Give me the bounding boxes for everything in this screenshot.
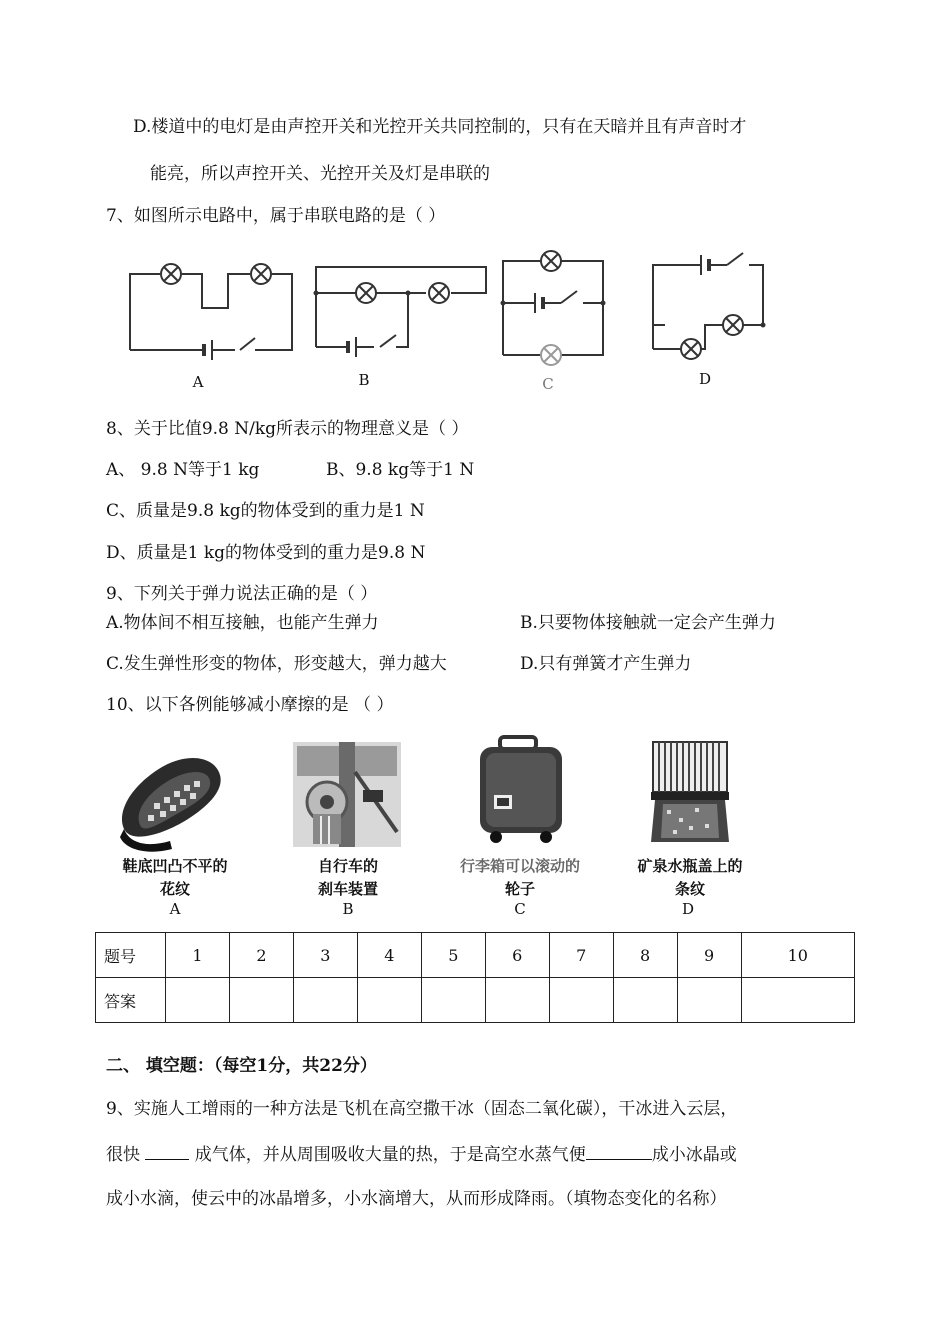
q10-caption-c-line2: 轮子 xyxy=(504,880,535,898)
section2-q9-line1: 9、实施人工增雨的一种方法是飞机在高空撒干冰（固态二氧化碳），干冰进入云层， xyxy=(106,1099,738,1119)
q10-stem: 10、以下各例能够减小摩擦的是 （ ） xyxy=(106,695,394,715)
question-number-cell: 9 xyxy=(677,933,741,978)
q9-text-part2: 成气体，并从周围吸收大量的热，于是高空水蒸气便 xyxy=(189,1145,586,1165)
circuit-b-diagram xyxy=(308,255,493,395)
q10-caption-d-line1: 矿泉水瓶盖上的 xyxy=(637,857,743,875)
q8-option-d: D、质量是1 kg的物体受到的重力是9.8 N xyxy=(106,543,426,563)
q7-stem: 7、如图所示电路中，属于串联电路的是（ ） xyxy=(106,206,446,226)
luggage-image xyxy=(468,735,573,845)
q10-caption-b-line2: 刹车装置 xyxy=(317,880,378,898)
q9-option-d: D.只有弹簧才产生弹力 xyxy=(520,654,692,674)
table-row-head-answer: 答案 xyxy=(96,978,166,1023)
answer-cell[interactable] xyxy=(485,978,549,1023)
q9-stem: 9、下列关于弹力说法正确的是（ ） xyxy=(106,584,378,604)
answer-cell[interactable] xyxy=(166,978,230,1023)
q10-caption-c-line1: 行李箱可以滚动的 xyxy=(459,857,580,875)
q10-label-d: D xyxy=(681,900,695,918)
q8-option-b: B、9.8 kg等于1 N xyxy=(326,460,475,480)
answer-table xyxy=(95,932,855,1023)
question-number-cell: 10 xyxy=(741,933,854,978)
table-row-head-number: 题号 xyxy=(96,933,166,978)
answer-cell[interactable] xyxy=(293,978,357,1023)
q10-label-a: A xyxy=(169,900,181,918)
shoe-sole-image xyxy=(110,745,230,855)
question-number-cell: 8 xyxy=(613,933,677,978)
fill-blank-2[interactable] xyxy=(586,1143,652,1160)
answer-cell[interactable] xyxy=(677,978,741,1023)
circuit-b-label: B xyxy=(358,371,370,389)
table-row xyxy=(96,978,855,1023)
q8-stem: 8、关于比值9.8 N/kg所表示的物理意义是（ ） xyxy=(106,419,469,439)
question-number-cell: 5 xyxy=(421,933,485,978)
fill-blank-1[interactable] xyxy=(145,1143,189,1160)
q10-caption-a-line2: 花纹 xyxy=(159,880,190,898)
question-number-cell: 7 xyxy=(549,933,613,978)
bicycle-brake-image xyxy=(293,742,401,847)
q9-option-c: C.发生弹性形变的物体，形变越大，弹力越大 xyxy=(106,654,447,674)
answer-cell[interactable] xyxy=(229,978,293,1023)
question-number-cell: 2 xyxy=(229,933,293,978)
table-row xyxy=(96,933,855,978)
circuit-a-label: A xyxy=(192,373,204,391)
q8-option-c: C、质量是9.8 kg的物体受到的重力是1 N xyxy=(106,501,425,521)
question-number-cell: 6 xyxy=(485,933,549,978)
circuit-a-diagram xyxy=(120,250,300,400)
q10-caption-d-line2: 条纹 xyxy=(674,880,705,898)
question-number-cell: 3 xyxy=(293,933,357,978)
q6-option-d-line1: D.楼道中的电灯是由声控开关和光控开关共同控制的，只有在天暗并且有声音时才 xyxy=(133,117,747,137)
q10-caption-a-line1: 鞋底凹凸不平的 xyxy=(122,857,228,875)
q6-option-d-line2: 能亮，所以声控开关、光控开关及灯是串联的 xyxy=(150,164,490,184)
q8-option-a: A、 9.8 N等于1 kg xyxy=(106,460,260,480)
question-number-cell: 1 xyxy=(166,933,230,978)
q9-text-part1: 很快 xyxy=(106,1145,146,1165)
bottle-cap-image xyxy=(645,738,735,843)
q9-option-b: B.只要物体接触就一定会产生弹力 xyxy=(520,613,776,633)
circuit-c-label: C xyxy=(542,375,554,393)
question-number-cell: 4 xyxy=(357,933,421,978)
answer-cell[interactable] xyxy=(421,978,485,1023)
section2-heading: 二、 填空题：（每空1分，共22分） xyxy=(106,1056,377,1076)
answer-cell[interactable] xyxy=(549,978,613,1023)
answer-cell[interactable] xyxy=(741,978,854,1023)
q9-option-a: A.物体间不相互接触，也能产生弹力 xyxy=(106,613,379,633)
answer-cell[interactable] xyxy=(613,978,677,1023)
q10-label-c: C xyxy=(514,900,526,918)
answer-cell[interactable] xyxy=(357,978,421,1023)
q10-label-b: B xyxy=(342,900,354,918)
circuit-d-label: D xyxy=(698,370,712,388)
circuit-d-diagram xyxy=(645,245,770,370)
q10-caption-b-line1: 自行车的 xyxy=(317,857,378,875)
q9-text-part3: 成小冰晶或 xyxy=(651,1145,737,1165)
section2-q9-line2 xyxy=(106,1143,737,1166)
section2-q9-line3: 成小水滴，使云中的冰晶增多，小水滴增大，从而形成降雨。（填物态变化的名称） xyxy=(106,1189,727,1209)
circuit-c-diagram xyxy=(495,245,615,375)
